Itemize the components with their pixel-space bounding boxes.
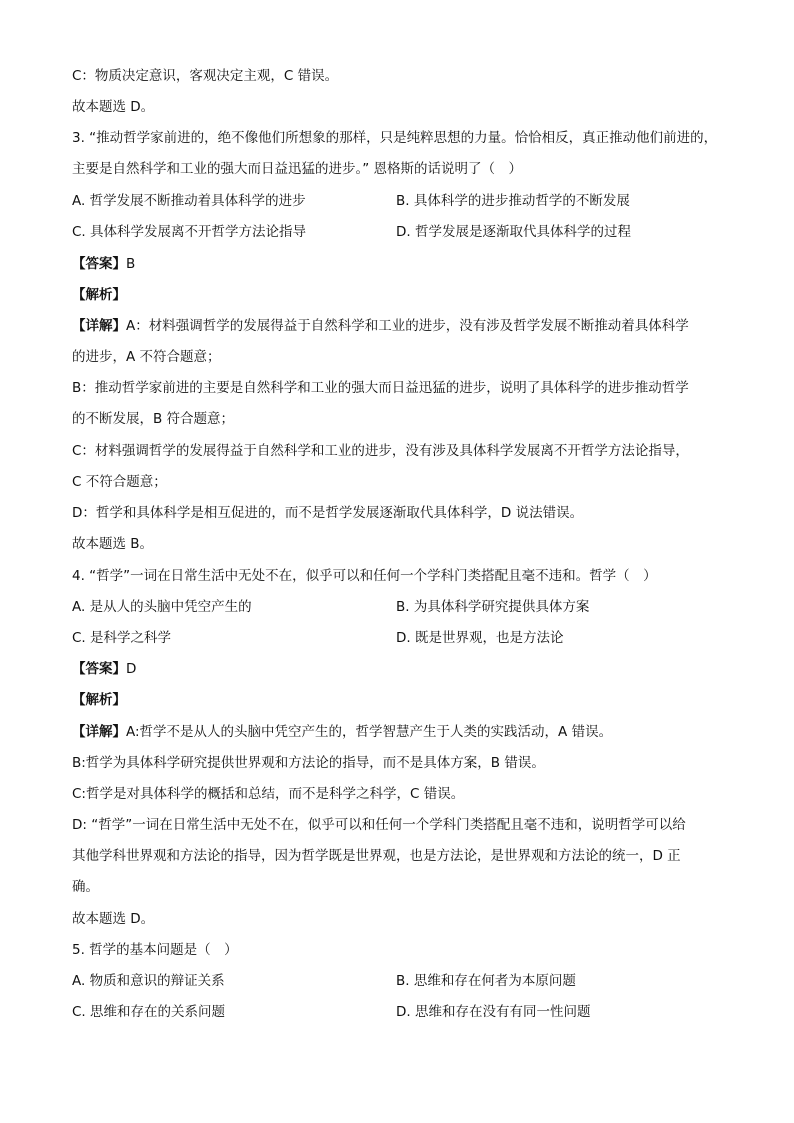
detail-text: A：材料强调哲学的发展得益于自然科学和工业的进步，没有涉及哲学发展不断推动着具体科学: [126, 318, 689, 334]
q5-option-a: A. 物质和意识的辩证关系: [72, 973, 225, 989]
q3-detail-line: C：材料强调哲学的发展得益于自然科学和工业的进步，没有涉及具体科学发展离不开哲学方法论指导，: [72, 443, 689, 459]
q5-option-b: B. 思维和存在何者为本原问题: [396, 973, 576, 989]
answer-tag: 【答案】: [72, 256, 126, 272]
q3-detail-line: [72, 316, 689, 336]
q3-detail-line: 的不断发展，B 符合题意；: [72, 411, 235, 427]
q4-answer: [72, 659, 136, 679]
text-line: 故本题选 D。: [72, 99, 155, 115]
q4-detail-line: [72, 722, 612, 742]
detail-tag: 【详解】: [72, 724, 126, 740]
answer-value: B: [126, 256, 136, 272]
answer-value: D: [126, 661, 137, 677]
q3-option-d: D. 哲学发展是逐渐取代具体科学的过程: [396, 224, 631, 240]
question-5-stem: 5. 哲学的基本问题是（ ）: [72, 942, 238, 958]
text-line: C：物质决定意识，客观决定主观，C 错误。: [72, 68, 339, 84]
q3-option-c: C. 具体科学发展离不开哲学方法论指导: [72, 224, 307, 240]
q4-analysis-tag: 【解析】: [72, 692, 126, 708]
detail-text: A:哲学不是从人的头脑中凭空产生的，哲学智慧产生于人类的实践活动，A 错误。: [126, 724, 613, 740]
q3-detail-line: C 不符合题意；: [72, 474, 167, 490]
question-3-stem-cont: 主要是自然科学和工业的强大而日益迅猛的进步。” 恩格斯的话说明了（ ）: [72, 161, 523, 177]
question-3-stem: 3. “推动哲学家前进的，绝不像他们所想象的那样，只是纯粹思想的力量。恰恰相反，真正推动他们前进的，: [72, 130, 718, 146]
q5-option-c: C. 思维和存在的关系问题: [72, 1004, 226, 1020]
q4-detail-line: 故本题选 D。: [72, 911, 155, 927]
q4-option-d: D. 既是世界观，也是方法论: [396, 630, 564, 646]
q4-detail-line: D: “哲学”一词在日常生活中无处不在，似乎可以和任何一个学科门类搭配且毫不违和，说明哲学可以给: [72, 817, 686, 833]
q3-detail-line: D：哲学和具体科学是相互促进的，而不是哲学发展逐渐取代具体科学，D 说法错误。: [72, 505, 584, 521]
q3-detail-line: 故本题选 B。: [72, 536, 154, 552]
q4-detail-line: 其他学科世界观和方法论的指导，因为哲学既是世界观，也是方法论，是世界观和方法论的统一，D 正: [72, 848, 681, 864]
q3-option-a: A. 哲学发展不断推动着具体科学的进步: [72, 193, 306, 209]
q4-option-b: B. 为具体科学研究提供具体方案: [396, 599, 590, 615]
q5-option-d: D. 思维和存在没有有同一性问题: [396, 1004, 591, 1020]
detail-tag: 【详解】: [72, 318, 126, 334]
q3-option-b: B. 具体科学的进步推动哲学的不断发展: [396, 193, 630, 209]
q4-option-a: A. 是从人的头脑中凭空产生的: [72, 599, 252, 615]
q3-detail-line: 的进步，A 不符合题意；: [72, 349, 221, 365]
question-4-stem: 4. “哲学”一词在日常生活中无处不在，似乎可以和任何一个学科门类搭配且毫不违和。哲学（ ）: [72, 568, 657, 584]
q4-detail-line: B:哲学为具体科学研究提供世界观和方法论的指导，而不是具体方案，B 错误。: [72, 755, 545, 771]
answer-tag: 【答案】: [72, 661, 126, 677]
q4-detail-line: 确。: [72, 879, 99, 895]
q3-analysis-tag: 【解析】: [72, 287, 126, 303]
q4-detail-line: C:哲学是对具体科学的概括和总结，而不是科学之科学，C 错误。: [72, 786, 465, 802]
q3-detail-line: B：推动哲学家前进的主要是自然科学和工业的强大而日益迅猛的进步，说明了具体科学的进步推动哲学: [72, 380, 689, 396]
q4-option-c: C. 是科学之科学: [72, 630, 172, 646]
q3-answer: [72, 254, 135, 274]
